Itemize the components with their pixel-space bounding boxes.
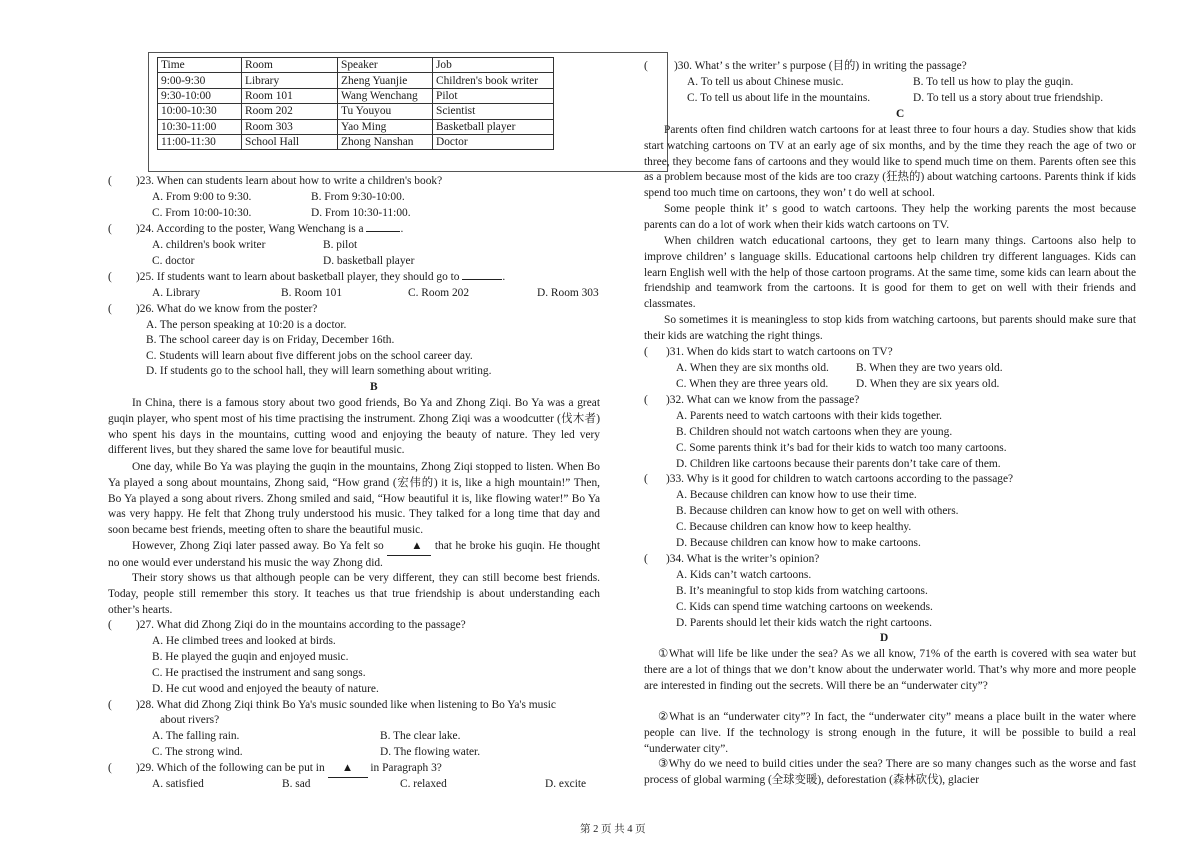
table-header: Room xyxy=(242,58,338,73)
table-row xyxy=(158,104,554,119)
option-a: A. Because children can know how to use their time. xyxy=(676,489,917,501)
option-c: C. When they are three years old. xyxy=(676,378,829,390)
answer-blank[interactable]: ▲ xyxy=(328,761,368,778)
option-c: C. He practised the instrument and sang songs. xyxy=(152,667,366,679)
question-31 xyxy=(644,345,893,361)
answer-blank[interactable] xyxy=(366,231,400,232)
option-a: A. The falling rain. xyxy=(152,730,240,742)
answer-paren[interactable]: ( xyxy=(108,175,112,187)
answer-blank[interactable] xyxy=(462,279,502,280)
table-cell: Doctor xyxy=(433,134,554,149)
option-c: C. Because children can know how to keep healthy. xyxy=(676,521,912,533)
passage-d-paragraph-3: ③Why do we need to build cities under the sea? There are so many changes such as the worse and fast process of global warming (全球变暖), deforestation (森林砍伐), glacier xyxy=(644,758,1136,786)
option-d: D. From 10:30-11:00. xyxy=(311,207,411,219)
section-heading-b: B xyxy=(370,381,378,393)
question-stem: )28. What did Zhong Ziqi think Bo Ya's music sounded like when listening to Bo Ya's music xyxy=(136,699,556,711)
option-b: B. The school career day is on Friday, December 16th. xyxy=(146,334,395,346)
passage-b-paragraph-2: One day, while Bo Ya was playing the guqin in the mountains, Zhong Ziqi stopped to listen. When Bo Ya played a song about mountains, Zhong said, “How grand (宏伟的) it is, like a high mountain!” Then, Bo Ya played a song about rivers. Zhong smiled and said, “How beautiful it is, like flowing water!” Bo Ya was very happy. He felt that Zhong truly understood his music. They talked for a long time that day and soon became best friends, meeting often to share the beautiful music. xyxy=(108,461,600,537)
option-c: C. Kids can spend time watching cartoons on weekends. xyxy=(676,601,933,613)
option-d: D. Because children can know how to make cartoons. xyxy=(676,537,921,549)
question-30 xyxy=(644,59,967,75)
option-d: D. The flowing water. xyxy=(380,746,481,758)
option-b: B. It’s meaningful to stop kids from watching cartoons. xyxy=(676,585,928,597)
answer-paren[interactable]: ( xyxy=(108,699,112,711)
passage-b-paragraph-4: Their story shows us that although people can be very different, they can still become best friends. Today, people still remember this story. It teaches us that true friendship is about understanding each other’s hearts. xyxy=(108,572,600,616)
question-32 xyxy=(644,393,859,409)
table-cell: 10:30-11:00 xyxy=(158,119,242,134)
question-stem: )30. What’ s the writer’ s purpose (目的) in writing the passage? xyxy=(674,60,967,72)
option-a: A. Library xyxy=(152,287,201,299)
option-a: A. Kids can’t watch cartoons. xyxy=(676,569,812,581)
question-34 xyxy=(644,552,819,568)
table-cell: 11:00-11:30 xyxy=(158,134,242,149)
question-24 xyxy=(108,222,403,238)
table-cell: Yao Ming xyxy=(338,119,433,134)
question-29 xyxy=(108,761,442,778)
option-d: D. excite xyxy=(545,778,587,790)
question-stem: )31. When do kids start to watch cartoons on TV? xyxy=(666,346,893,358)
passage-b-paragraph-3 xyxy=(108,539,600,572)
table-row xyxy=(158,134,554,149)
section-heading-c: C xyxy=(896,108,905,120)
option-b: B. pilot xyxy=(323,239,358,251)
table-row xyxy=(158,88,554,103)
table-row xyxy=(158,73,554,88)
option-c: C. The strong wind. xyxy=(152,746,243,758)
option-b: B. From 9:30-10:00. xyxy=(311,191,405,203)
option-c: C. Some parents think it’s bad for their kids to watch too many cartoons. xyxy=(676,442,1007,454)
table-cell: 9:00-9:30 xyxy=(158,73,242,88)
answer-paren[interactable]: ( xyxy=(108,303,112,315)
schedule-poster xyxy=(148,52,668,172)
question-stem: )33. Why is it good for children to watch cartoons according to the passage? xyxy=(666,473,1014,485)
table-cell: Scientist xyxy=(433,104,554,119)
option-d: D. basketball player xyxy=(323,255,415,267)
table-cell: 10:00-10:30 xyxy=(158,104,242,119)
option-d: D. If students go to the school hall, they will learn something about writing. xyxy=(146,365,492,377)
table-cell: Children's book writer xyxy=(433,73,554,88)
option-a: A. children's book writer xyxy=(152,239,266,251)
stem-end: in Paragraph 3? xyxy=(370,762,442,774)
answer-paren[interactable]: ( xyxy=(108,619,112,631)
paragraph-text: that he broke his guqin. He thought no one would ever understand his music the way Zhong did. xyxy=(108,540,600,569)
passage-c-paragraph-1: Parents often find children watch cartoons for at least three to four hours a day. Studies show that kids start watching cartoons on TV at an early age of six months, and by the time they reach the age of two or three, they become fans of cartoons and they would like to spend much time on them. Parents often see this as a problem because most of the kids are too crazy (狂热的) about watching cartoons. Parents think if kids spend too much time on cartoons, they won’ t do well at school. xyxy=(644,124,1136,200)
option-a: A. When they are six months old. xyxy=(676,362,829,374)
answer-paren[interactable]: ( xyxy=(644,473,648,485)
table-cell: Pilot xyxy=(433,88,554,103)
answer-paren[interactable]: ( xyxy=(644,346,648,358)
question-stem: )23. When can students learn about how to write a children's book? xyxy=(136,175,443,187)
table-cell: Tu Youyou xyxy=(338,104,433,119)
passage-blank[interactable]: ▲ xyxy=(387,539,431,556)
question-26 xyxy=(108,302,317,318)
table-cell: Zheng Yuanjie xyxy=(338,73,433,88)
question-stem: )29. Which of the following can be put in xyxy=(136,762,325,774)
question-stem: )32. What can we know from the passage? xyxy=(666,394,860,406)
table-cell: 9:30-10:00 xyxy=(158,88,242,103)
question-33 xyxy=(644,472,1013,488)
answer-paren[interactable]: ( xyxy=(644,60,648,72)
option-d: D. Parents should let their kids watch the right cartoons. xyxy=(676,617,932,629)
option-b: B. sad xyxy=(282,778,311,790)
page-footer: 第 2 页 共 4 页 xyxy=(580,824,646,835)
option-c: C. Students will learn about five different jobs on the school career day. xyxy=(146,350,473,362)
table-cell: Room 303 xyxy=(242,119,338,134)
passage-c-paragraph-4: So sometimes it is meaningless to stop kids from watching cartoons, but parents should make sure that their kids are watching the right things. xyxy=(644,314,1136,342)
table-cell: Basketball player xyxy=(433,119,554,134)
option-b: B. Room 101 xyxy=(281,287,343,299)
option-a: A. He climbed trees and looked at birds. xyxy=(152,635,336,647)
passage-c-paragraph-2: Some people think it’ s good to watch cartoons. They help the working parents the most because parents can do a lot of work when their kids watch cartoons on TV. xyxy=(644,203,1136,231)
table-header: Time xyxy=(158,58,242,73)
table-cell: Wang Wenchang xyxy=(338,88,433,103)
stem-end: . xyxy=(400,223,404,235)
table-cell: Room 101 xyxy=(242,88,338,103)
option-d: D. Children like cartoons because their parents don’t take care of them. xyxy=(676,458,1001,470)
answer-paren[interactable]: ( xyxy=(108,223,112,235)
table-cell: Library xyxy=(242,73,338,88)
answer-paren[interactable]: ( xyxy=(644,394,648,406)
option-a: A. Parents need to watch cartoons with their kids together. xyxy=(676,410,943,422)
option-b: B. To tell us how to play the guqin. xyxy=(913,76,1074,88)
option-a: A. From 9:00 to 9:30. xyxy=(152,191,252,203)
table-cell: Zhong Nanshan xyxy=(338,134,433,149)
option-c: C. Room 202 xyxy=(408,287,470,299)
option-b: B. When they are two years old. xyxy=(856,362,1003,374)
table-header-row xyxy=(158,58,554,73)
question-stem: )27. What did Zhong Ziqi do in the mountains according to the passage? xyxy=(136,619,466,631)
question-27 xyxy=(108,618,466,634)
paragraph-text: However, Zhong Ziqi later passed away. Bo Ya felt so xyxy=(132,540,384,552)
option-d: D. Room 303 xyxy=(537,287,599,299)
table-header: Speaker xyxy=(338,58,433,73)
question-25 xyxy=(108,270,505,286)
option-d: D. He cut wood and enjoyed the beauty of nature. xyxy=(152,683,379,695)
table-cell: School Hall xyxy=(242,134,338,149)
option-b: B. The clear lake. xyxy=(380,730,461,742)
passage-b-paragraph-1: In China, there is a famous story about two good friends, Bo Ya and Zhong Ziqi. Bo Ya was a great guqin player, who spent most of his time practising the instrument. Zhong Ziqi was a woodcutter (伐木者) who spent his days in the mountains, cutting wood and enjoying the beauty of nature. They led very different lives, but they shared the same love for beautiful music. xyxy=(108,397,600,457)
passage-c-paragraph-3: When children watch educational cartoons, they get to learn many things. Cartoons also help to improve children’ s language skills. Educational cartoons help children try different languages. Kids can learn English well with the help of those cartoon programs. At the same time, some kids can learn about the friendship and teamwork from the cartoons. It is good for them to get on well with their friends and classmates. xyxy=(644,235,1136,311)
option-c: C. relaxed xyxy=(400,778,447,790)
option-d: D. When they are six years old. xyxy=(856,378,1000,390)
option-b: B. Children should not watch cartoons when they are young. xyxy=(676,426,953,438)
answer-paren[interactable]: ( xyxy=(644,553,648,565)
answer-paren[interactable]: ( xyxy=(108,271,112,283)
passage-d-paragraph-1: ①What will life be like under the sea? As we all know, 71% of the earth is covered with sea water but there are a lot of things that we don’t know about the underwater world. That’s why more and more people are interested in finding out the secrets. Will there be an “underwater city”? xyxy=(644,648,1136,692)
option-c: C. doctor xyxy=(152,255,195,267)
option-b: B. Because children can know how to get on well with others. xyxy=(676,505,959,517)
question-stem-continued: about rivers? xyxy=(160,714,220,726)
question-23 xyxy=(108,174,442,190)
answer-paren[interactable]: ( xyxy=(108,762,112,774)
section-heading-d: D xyxy=(880,632,889,644)
question-stem: )25. If students want to learn about basketball player, they should go to xyxy=(136,271,460,283)
table-cell: Room 202 xyxy=(242,104,338,119)
passage-d-paragraph-2: ②What is an “underwater city”? In fact, the “underwater city” means a place built in the water where people can live. If the technology is strong enough in the future, it will be possible to build a real “underwater city”. xyxy=(644,711,1136,755)
table-row xyxy=(158,119,554,134)
option-c: C. From 10:00-10:30. xyxy=(152,207,252,219)
question-stem: )34. What is the writer’s opinion? xyxy=(666,553,820,565)
option-a: A. satisfied xyxy=(152,778,204,790)
option-a: A. To tell us about Chinese music. xyxy=(687,76,844,88)
schedule-table xyxy=(157,57,554,150)
option-b: B. He played the guqin and enjoyed music. xyxy=(152,651,349,663)
option-a: A. The person speaking at 10:20 is a doctor. xyxy=(146,319,347,331)
option-d: D. To tell us a story about true friendship. xyxy=(913,92,1104,104)
question-stem: )24. According to the poster, Wang Wenchang is a xyxy=(136,223,364,235)
option-c: C. To tell us about life in the mountains. xyxy=(687,92,871,104)
table-header: Job xyxy=(433,58,554,73)
question-28 xyxy=(108,698,556,714)
question-stem: )26. What do we know from the poster? xyxy=(136,303,318,315)
stem-end: . xyxy=(502,271,506,283)
